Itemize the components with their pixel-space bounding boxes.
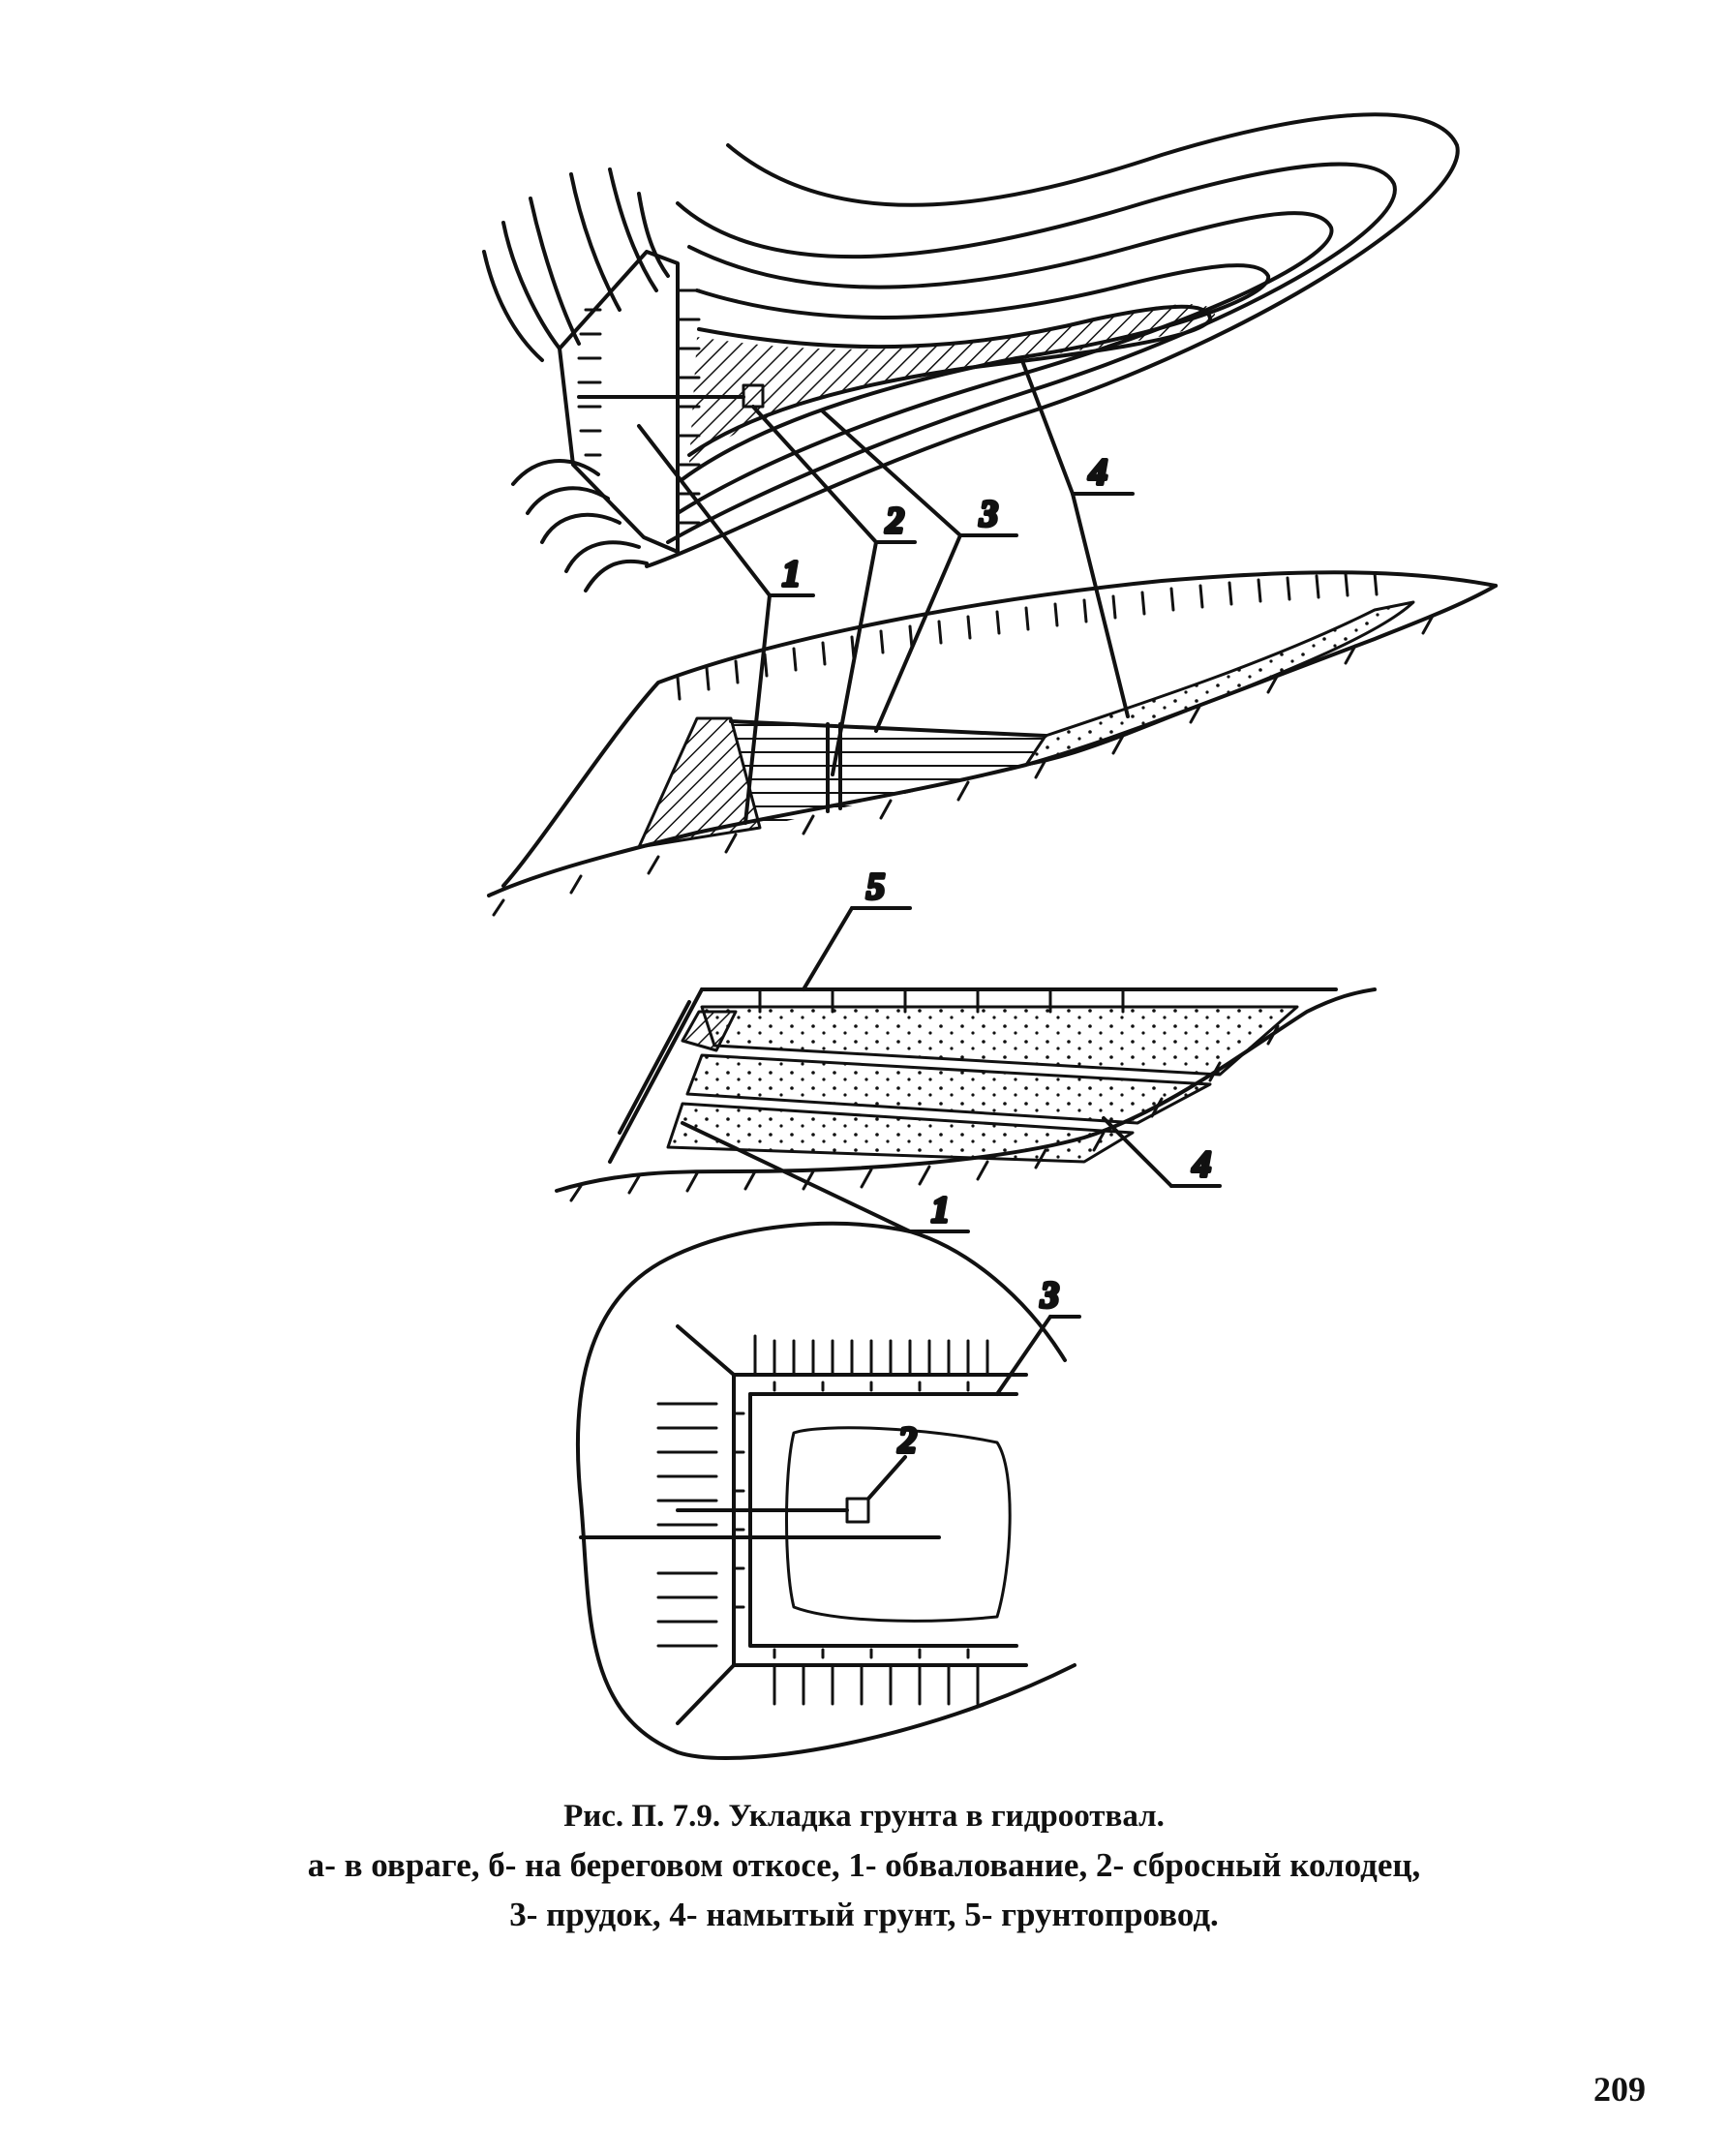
plan-bank-slope bbox=[578, 1224, 1079, 1758]
callout-label: 3 bbox=[980, 494, 998, 534]
callout-label: 2 bbox=[898, 1420, 917, 1461]
page-number: 209 bbox=[1593, 2070, 1646, 2109]
callout-label: 2 bbox=[886, 501, 904, 541]
figure-caption-legend: а- в овраге, б- на береговом откосе, 1- обвалование, 2- сбросный колодец, bbox=[307, 1846, 1421, 1884]
section-bank-slope bbox=[557, 908, 1375, 1231]
section-ravine bbox=[489, 494, 1496, 915]
callout-label: 4 bbox=[1193, 1144, 1211, 1185]
figure-caption-legend: 3- прудок, 4- намытый грунт, 5- грунтопровод. bbox=[509, 1896, 1219, 1933]
callout-label: 1 bbox=[931, 1190, 950, 1230]
callout-label: 1 bbox=[782, 554, 801, 594]
callout-label: 4 bbox=[1089, 452, 1107, 493]
plan-ravine bbox=[484, 114, 1458, 595]
callout-label: 3 bbox=[1041, 1275, 1059, 1316]
figure-caption-title: Рис. П. 7.9. Укладка грунта в гидроотвал. bbox=[563, 1799, 1165, 1834]
callout-label: 5 bbox=[866, 866, 885, 907]
